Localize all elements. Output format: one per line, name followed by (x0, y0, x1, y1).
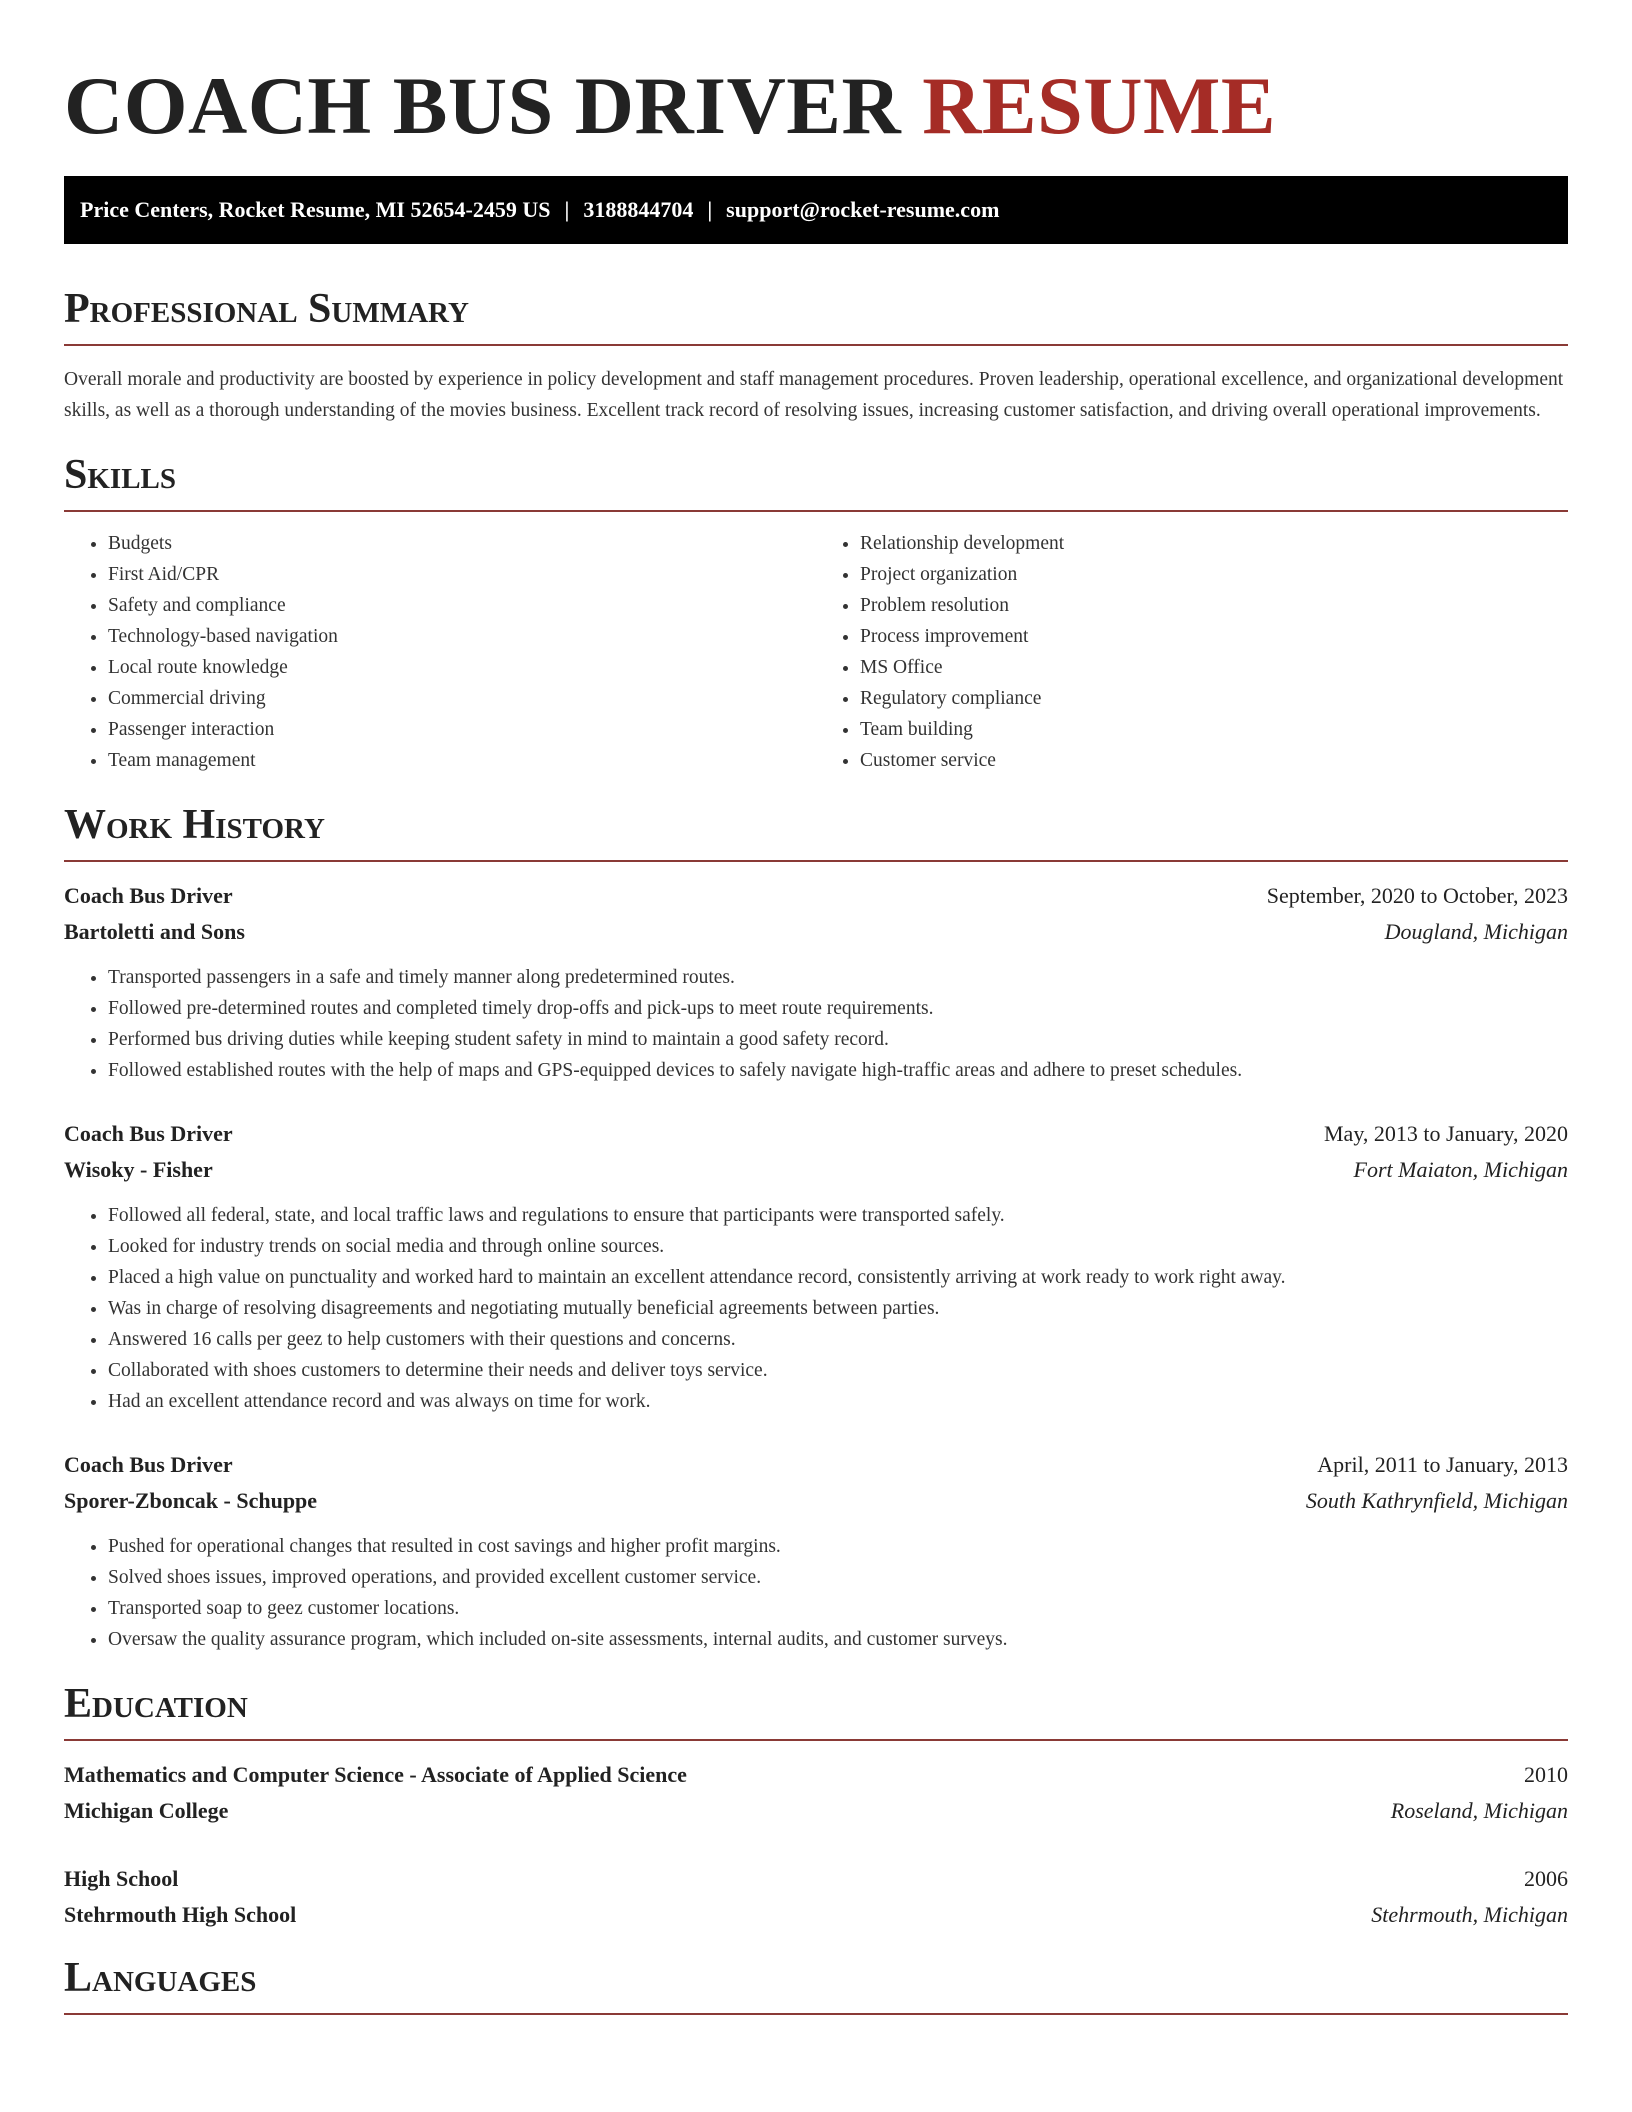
skills-heading: Skills (64, 452, 177, 498)
summary-text: Overall morale and productivity are boosted by experience in policy development and staff management procedures. Proven leadership, operational excellence, and organizational development skills, as well as a thorough understanding of the movies business. Excellent track record of resolving issues, increasing customer satisfaction, and driving overall operational improvements. (64, 369, 1564, 421)
job-company: Sporer-Zboncak - Schuppe (64, 1488, 318, 1513)
skill-item: • Budgets (108, 528, 816, 559)
skill-item: • Problem resolution (860, 590, 1568, 621)
skill-item: • First Aid/CPR (108, 559, 816, 590)
job-bullets (64, 962, 1568, 1086)
job-entry (64, 1447, 1568, 1655)
education-heading: Education (64, 1681, 248, 1727)
job-bullet: • Followed established routes with the help of maps and GPS-equipped devices to safely navigate high-traffic areas and adhere to preset schedules. (108, 1055, 1568, 1086)
summary-heading: Professional Summary (64, 286, 469, 332)
job-header-row (64, 878, 1568, 914)
skills-columns (64, 528, 1568, 776)
job-company: Bartoletti and Sons (64, 919, 245, 944)
education-school: Michigan College (64, 1798, 229, 1823)
skill-item: • MS Office (860, 652, 1568, 683)
education-location: Roseland, Michigan (1390, 1798, 1568, 1823)
skill-item: • Technology-based navigation (108, 621, 816, 652)
skill-item: • Passenger interaction (108, 714, 816, 745)
job-bullet: • Transported soap to geez customer locations. (108, 1593, 1568, 1624)
skill-item: • Process improvement (860, 621, 1568, 652)
section-divider (64, 2013, 1568, 2015)
section-divider (64, 344, 1568, 346)
job-title: Coach Bus Driver (64, 883, 233, 908)
skill-item: • Project organization (860, 559, 1568, 590)
education-school-row (64, 1897, 1568, 1933)
skill-item: • Team management (108, 745, 816, 776)
job-bullet: • Followed pre-determined routes and completed timely drop-offs and pick-ups to meet route requirements. (108, 993, 1568, 1024)
skill-item: • Safety and compliance (108, 590, 816, 621)
skills-list-right (816, 528, 1568, 776)
job-dates: April, 2011 to January, 2013 (1317, 1452, 1568, 1477)
job-bullet: • Looked for industry trends on social media and through online sources. (108, 1231, 1568, 1262)
title-accent: RESUME (922, 60, 1277, 151)
languages-section (64, 1953, 1568, 2015)
job-dates: September, 2020 to October, 2023 (1266, 883, 1568, 908)
job-bullets (64, 1200, 1568, 1417)
languages-heading: Languages (64, 1955, 257, 2001)
job-title: Coach Bus Driver (64, 1452, 233, 1477)
section-divider (64, 510, 1568, 512)
education-year: 2010 (1524, 1762, 1568, 1787)
skill-item: • Regulatory compliance (860, 683, 1568, 714)
education-entry (64, 1861, 1568, 1933)
skills-section (64, 450, 1568, 776)
job-entry (64, 1116, 1568, 1417)
resume-title (64, 0, 1568, 164)
education-section (64, 1679, 1568, 1933)
skill-item: • Commercial driving (108, 683, 816, 714)
job-company-row (64, 1483, 1568, 1519)
education-school: Stehrmouth High School (64, 1902, 297, 1927)
education-school-row (64, 1793, 1568, 1829)
contact-phone: 3188844704 (583, 197, 694, 222)
job-location: South Kathrynfield, Michigan (1305, 1488, 1568, 1513)
section-divider (64, 860, 1568, 862)
job-bullet: • Solved shoes issues, improved operations, and provided excellent customer service. (108, 1562, 1568, 1593)
contact-separator: | (564, 197, 570, 222)
job-location: Fort Maiaton, Michigan (1353, 1157, 1568, 1182)
contact-address: Price Centers, Rocket Resume, MI 52654-2459 US (80, 197, 551, 222)
title-main: COACH BUS DRIVER (64, 60, 902, 151)
skill-item: • Relationship development (860, 528, 1568, 559)
contact-bar (64, 176, 1568, 244)
job-title: Coach Bus Driver (64, 1121, 233, 1146)
education-degree: High School (64, 1866, 179, 1891)
skill-item: • Customer service (860, 745, 1568, 776)
job-bullet: • Placed a high value on punctuality and worked hard to maintain an excellent attendance record, consistently arriving at work ready to work right away. (108, 1262, 1568, 1293)
skills-list-left (64, 528, 816, 776)
job-entry (64, 878, 1568, 1086)
job-bullet: • Answered 16 calls per geez to help customers with their questions and concerns. (108, 1324, 1568, 1355)
job-location: Dougland, Michigan (1384, 919, 1568, 944)
job-bullet: • Followed all federal, state, and local traffic laws and regulations to ensure that participants were transported safely. (108, 1200, 1568, 1231)
education-year: 2006 (1524, 1866, 1568, 1891)
job-bullets (64, 1531, 1568, 1655)
job-bullet: • Performed bus driving duties while keeping student safety in mind to maintain a good safety record. (108, 1024, 1568, 1055)
work-history-heading: Work History (64, 802, 325, 848)
section-divider (64, 1739, 1568, 1741)
contact-email: support@rocket-resume.com (726, 197, 1000, 222)
job-header-row (64, 1116, 1568, 1152)
job-bullet: • Oversaw the quality assurance program, which included on-site assessments, internal audits, and customer surveys. (108, 1624, 1568, 1655)
education-degree: Mathematics and Computer Science - Associate of Applied Science (64, 1762, 687, 1787)
job-bullet: • Had an excellent attendance record and was always on time for work. (108, 1386, 1568, 1417)
job-company: Wisoky - Fisher (64, 1157, 213, 1182)
job-bullet: • Was in charge of resolving disagreements and negotiating mutually beneficial agreements between parties. (108, 1293, 1568, 1324)
job-bullet: • Collaborated with shoes customers to determine their needs and deliver toys service. (108, 1355, 1568, 1386)
job-bullet: • Pushed for operational changes that resulted in cost savings and higher profit margins. (108, 1531, 1568, 1562)
job-dates: May, 2013 to January, 2020 (1324, 1121, 1568, 1146)
summary-section (64, 284, 1568, 426)
job-header-row (64, 1447, 1568, 1483)
education-entry (64, 1757, 1568, 1829)
resume-page (64, 0, 1568, 2015)
work-history-section (64, 800, 1568, 1655)
education-header-row (64, 1861, 1568, 1897)
skill-item: • Team building (860, 714, 1568, 745)
contact-separator: | (707, 197, 713, 222)
job-company-row (64, 1152, 1568, 1188)
skill-item: • Local route knowledge (108, 652, 816, 683)
job-company-row (64, 914, 1568, 950)
education-location: Stehrmouth, Michigan (1371, 1902, 1568, 1927)
job-bullet: • Transported passengers in a safe and timely manner along predetermined routes. (108, 962, 1568, 993)
education-header-row (64, 1757, 1568, 1793)
